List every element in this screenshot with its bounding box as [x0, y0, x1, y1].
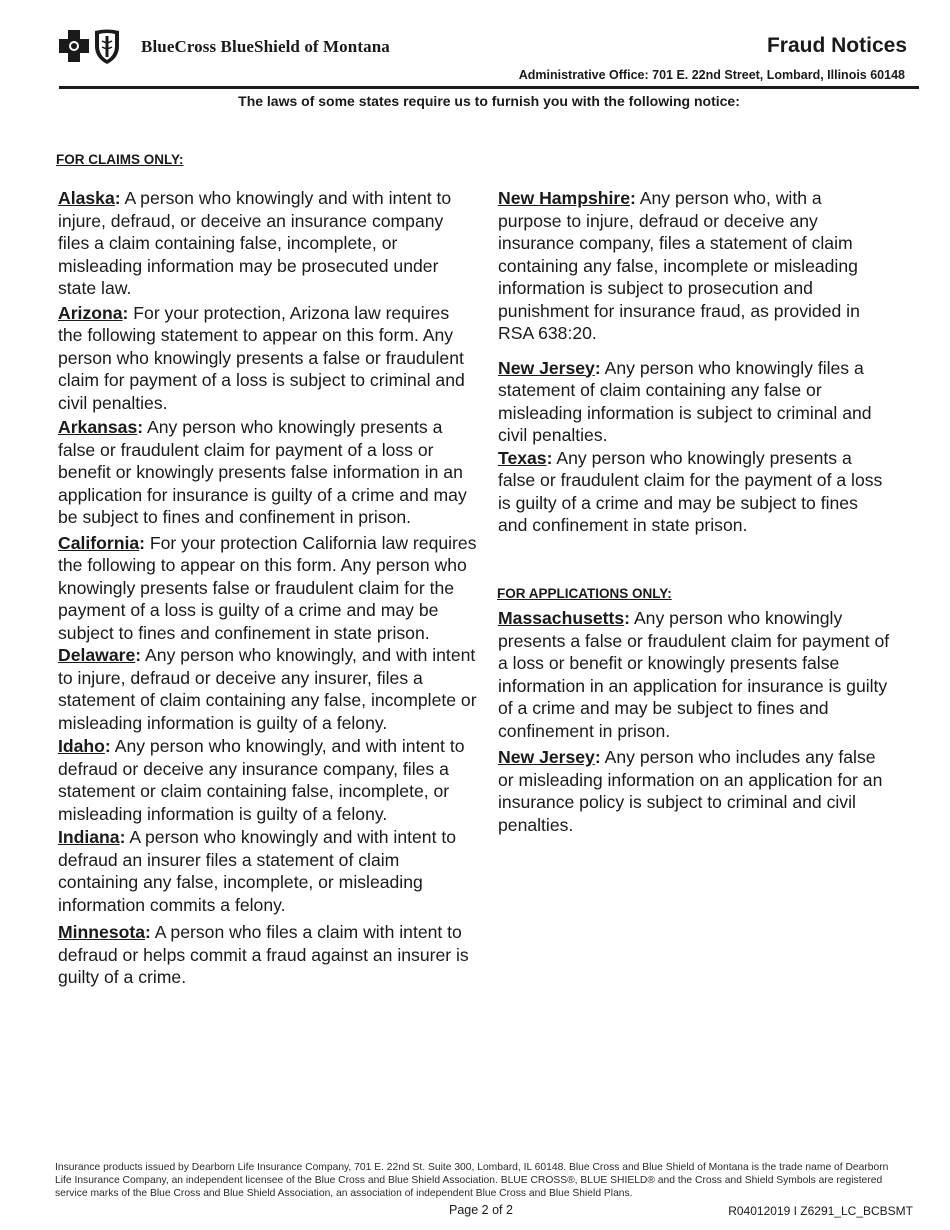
notice-text: For your protection California law requires the following to appear on this form. Any person who knowingly presents false or fraudulent claim for the payment of a loss is guilty of a crime and may be subject to fines and confinement in state prison. — [58, 532, 477, 643]
notice-text: Any person who knowingly, and with intent to injure, defraud or deceive any insurer, files a statement of claim containing any false, incomplete or misleading information is guilty of a felony. — [58, 645, 477, 733]
form-code: R04012019 I Z6291_LC_BCBSMT — [728, 1204, 913, 1218]
notice-text: Any person who knowingly presents a false or fraudulent claim for the payment of a loss is guilty of a crime and may be subject to fines and confinement in state prison. — [498, 447, 883, 535]
notice-text: A person who knowingly and with intent to injure, defraud, or deceive an insurance company files a claim containing false, incomplete, or misleading information may be prosecuted under state law. — [58, 188, 452, 298]
fraud-notice: Texas: Any person who knowingly presents a false or fraudulent claim for the payment of a loss is guilty of a crime and may be subject to fines and confinement in state prison. — [498, 447, 883, 535]
notice-text: A person who knowingly and with intent to defraud an insurer files a statement of claim containing any false, incomplete, or misleading information commits a felony. — [58, 827, 457, 915]
page-title: Fraud Notices — [766, 34, 907, 57]
notice-text: Any person who knowingly files a statement of claim containing any false or misleading information is subject to criminal and civil penalties. — [498, 357, 872, 445]
notice-text: Any person who, with a purpose to injure, defraud or deceive any insurance company, files a statement of claim containing any false, incomplete or misleading information is subject to prosecution and punishment for insurance fraud, as provided in RSA 638:20. — [498, 188, 860, 343]
claims-right-column — [498, 187, 890, 537]
state-name: Minnesota — [58, 922, 145, 942]
notice-text: A person who files a claim with intent to defraud or helps commit a fraud against an insurer is guilty of a crime. — [58, 922, 469, 987]
state-name: California — [58, 532, 140, 553]
cross-shield-logo-icon — [57, 28, 127, 66]
state-name: Idaho — [58, 736, 105, 756]
state-name: New Jersey — [498, 357, 595, 378]
state-name: Arkansas — [58, 417, 138, 437]
state-name: Massachusetts — [498, 608, 625, 628]
notice-intro: The laws of some states require us to furnish you with the following notice: — [238, 93, 740, 109]
fraud-notice: Massachusetts: Any person who knowingly presents a false or fraudulent claim for payment of a loss or benefit or knowingly presents false information in an application for insurance is guilty of a crime and may be subject to fines and confinement in prison. — [498, 608, 890, 741]
fraud-notice: Delaware: Any person who knowingly, and with intent to injure, defraud or deceive any insurer, files a statement of claim containing any false, incomplete or misleading information is guilty of a felony. — [58, 645, 477, 733]
fraud-notice: California: For your protection California law requires the following to appear on this form. Any person who knowingly presents false or fraudulent claim for the payment of a loss is guilty of a crime and may be subject to fines and confinement in state prison. — [58, 532, 477, 643]
fraud-notice: Minnesota: A person who files a claim with intent to defraud or helps commit a fraud against an insurer is guilty of a crime. — [58, 922, 469, 987]
state-name: Texas — [498, 447, 547, 468]
page-number: Page 2 of 2 — [449, 1203, 513, 1217]
claims-section-heading: FOR CLAIMS ONLY: — [56, 152, 184, 167]
admin-office-address: Administrative Office: 701 E. 22nd Street, Lombard, Illinois 60148 — [518, 68, 905, 82]
notice-text: Any person who includes any false or misleading information on an application for an insurance policy is subject to criminal and civil penalties. — [498, 747, 883, 835]
notice-text: For your protection, Arizona law requires the following statement to appear on this form. Any person who knowingly presents a false or fraudulent claim for payment of a loss is subject to criminal and civil penalties. — [58, 302, 465, 413]
notice-text: Any person who knowingly, and with intent to defraud or deceive any insurance company, files a statement or claim containing false, incomplete, or misleading information is guilty of a felony. — [58, 736, 465, 824]
state-name: Indiana — [58, 827, 120, 847]
applications-section-heading: FOR APPLICATIONS ONLY: — [497, 586, 672, 601]
state-name: Arizona — [58, 302, 123, 323]
fraud-notice: New Jersey: Any person who includes any false or misleading information on an application for an insurance policy is subject to criminal and civil penalties. — [498, 747, 883, 835]
state-name: New Jersey — [498, 747, 595, 767]
state-name: Delaware — [58, 645, 136, 665]
fraud-notice: New Jersey: Any person who knowingly files a statement of claim containing any false or misleading information is subject to criminal and civil penalties. — [498, 357, 872, 445]
fraud-notice: Idaho: Any person who knowingly, and with intent to defraud or deceive any insurance company, files a statement or claim containing false, incomplete, or misleading information is guilty of a felony. — [58, 736, 465, 824]
brand-logo — [57, 28, 390, 66]
notice-text: Any person who knowingly presents a false or fraudulent claim for payment of a loss or benefit or knowingly presents false information in an application for insurance is guilty of a crime and may be subject to fines and confinement in prison. — [58, 417, 467, 527]
notice-text: Any person who knowingly presents a false or fraudulent claim for payment of a loss or benefit or knowingly presents false information in an application for insurance is guilty of a crime and may be subject to fines and confinement in prison. — [498, 608, 890, 741]
claims-left-column — [58, 187, 478, 989]
fraud-notice: Arizona: For your protection, Arizona law requires the following statement to appear on this form. Any person who knowingly presents a false or fraudulent claim for payment of a loss is subject to criminal and civil penalties. — [58, 302, 465, 413]
fraud-notice: Alaska: A person who knowingly and with intent to injure, defraud, or deceive an insurance company files a claim containing false, incomplete, or misleading information may be prosecuted under state law. — [58, 188, 452, 298]
footer-disclaimer: Insurance products issued by Dearborn Life Insurance Company, 701 E. 22nd St. Suite 300, Lombard, IL 60148. Blue Cross and Blue Shield of Montana is the trade name of Dearborn Life Insurance Company, an independent licensee of the Blue Cross and Blue Shield Association. BLUE CROSS®, BLUE SHIELD® and the Cross and Shield Symbols are registered service marks of the Blue Cross and Blue Shield Association, an association of independent Blue Cross and Blue Shield Plans. — [55, 1162, 889, 1199]
fraud-notice: Indiana: A person who knowingly and with intent to defraud an insurer files a statement of claim containing any false, incomplete, or misleading information commits a felony. — [58, 827, 457, 915]
brand-name: BlueCross BlueShield of Montana — [141, 37, 390, 56]
header-divider — [59, 86, 919, 89]
fraud-notice: Arkansas: Any person who knowingly presents a false or fraudulent claim for payment of a loss or benefit or knowingly presents false information in an application for insurance is guilty of a crime and may be subject to fines and confinement in prison. — [58, 417, 467, 527]
state-name: Alaska — [58, 188, 115, 208]
state-name: New Hampshire — [498, 188, 630, 208]
applications-column — [498, 607, 890, 836]
fraud-notice: New Hampshire: Any person who, with a purpose to injure, defraud or deceive any insurance company, files a statement of claim containing any false, incomplete or misleading information is subject to prosecution and punishment for insurance fraud, as provided in RSA 638:20. — [498, 188, 860, 343]
